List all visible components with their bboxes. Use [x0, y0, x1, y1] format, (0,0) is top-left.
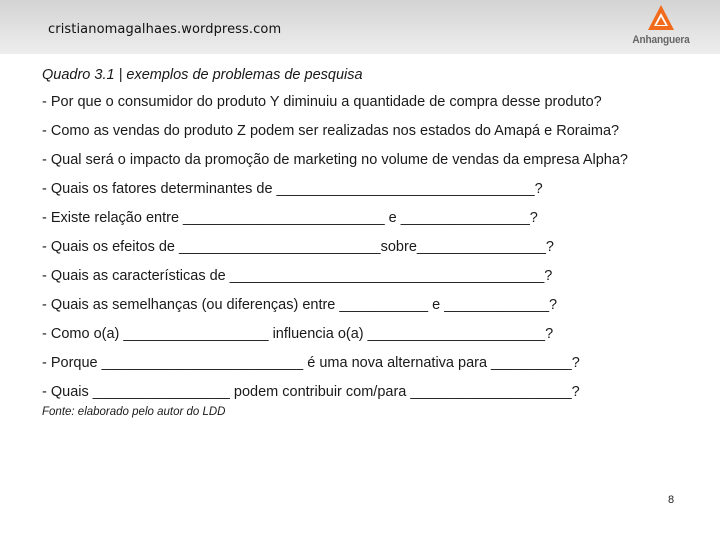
site-url: cristianomagalhaes.wordpress.com [48, 22, 282, 37]
header-bar [0, 0, 720, 54]
research-questions-list [42, 93, 712, 412]
logo-text: Anhanguera [632, 34, 690, 46]
list-item: - Existe relação entre _________________________ e ________________? [42, 210, 538, 226]
slide-content [42, 66, 712, 419]
list-item: - Quais as características de _______________________________________? [42, 268, 553, 284]
list-item: - Qual será o impacto da promoção de marketing no volume de vendas da empresa Alpha? [42, 152, 628, 168]
list-item: - Porque _________________________ é uma nova alternativa para __________? [42, 355, 580, 371]
list-item: - Quais os fatores determinantes de ________________________________? [42, 181, 543, 197]
list-item: - Quais as semelhanças (ou diferenças) entre ___________ e _____________? [42, 297, 558, 313]
list-item: - Por que o consumidor do produto Y diminuiu a quantidade de compra desse produto? [42, 94, 602, 110]
anhanguera-logo [624, 4, 698, 50]
list-item: - Quais os efeitos de _________________________sobre________________? [42, 239, 554, 255]
source-note: Fonte: elaborado pelo autor do LDD [42, 406, 226, 418]
table-caption: Quadro 3.1 | exemplos de problemas de pesquisa [42, 67, 363, 83]
page-number: 8 [668, 494, 675, 506]
list-item: - Quais _________________ podem contribuir com/para ____________________? [42, 384, 580, 400]
list-item: - Como as vendas do produto Z podem ser realizadas nos estados do Amapá e Roraima? [42, 123, 620, 139]
anhanguera-triangle-logo-icon [646, 4, 676, 32]
list-item: - Como o(a) __________________ influencia o(a) ______________________? [42, 326, 554, 342]
